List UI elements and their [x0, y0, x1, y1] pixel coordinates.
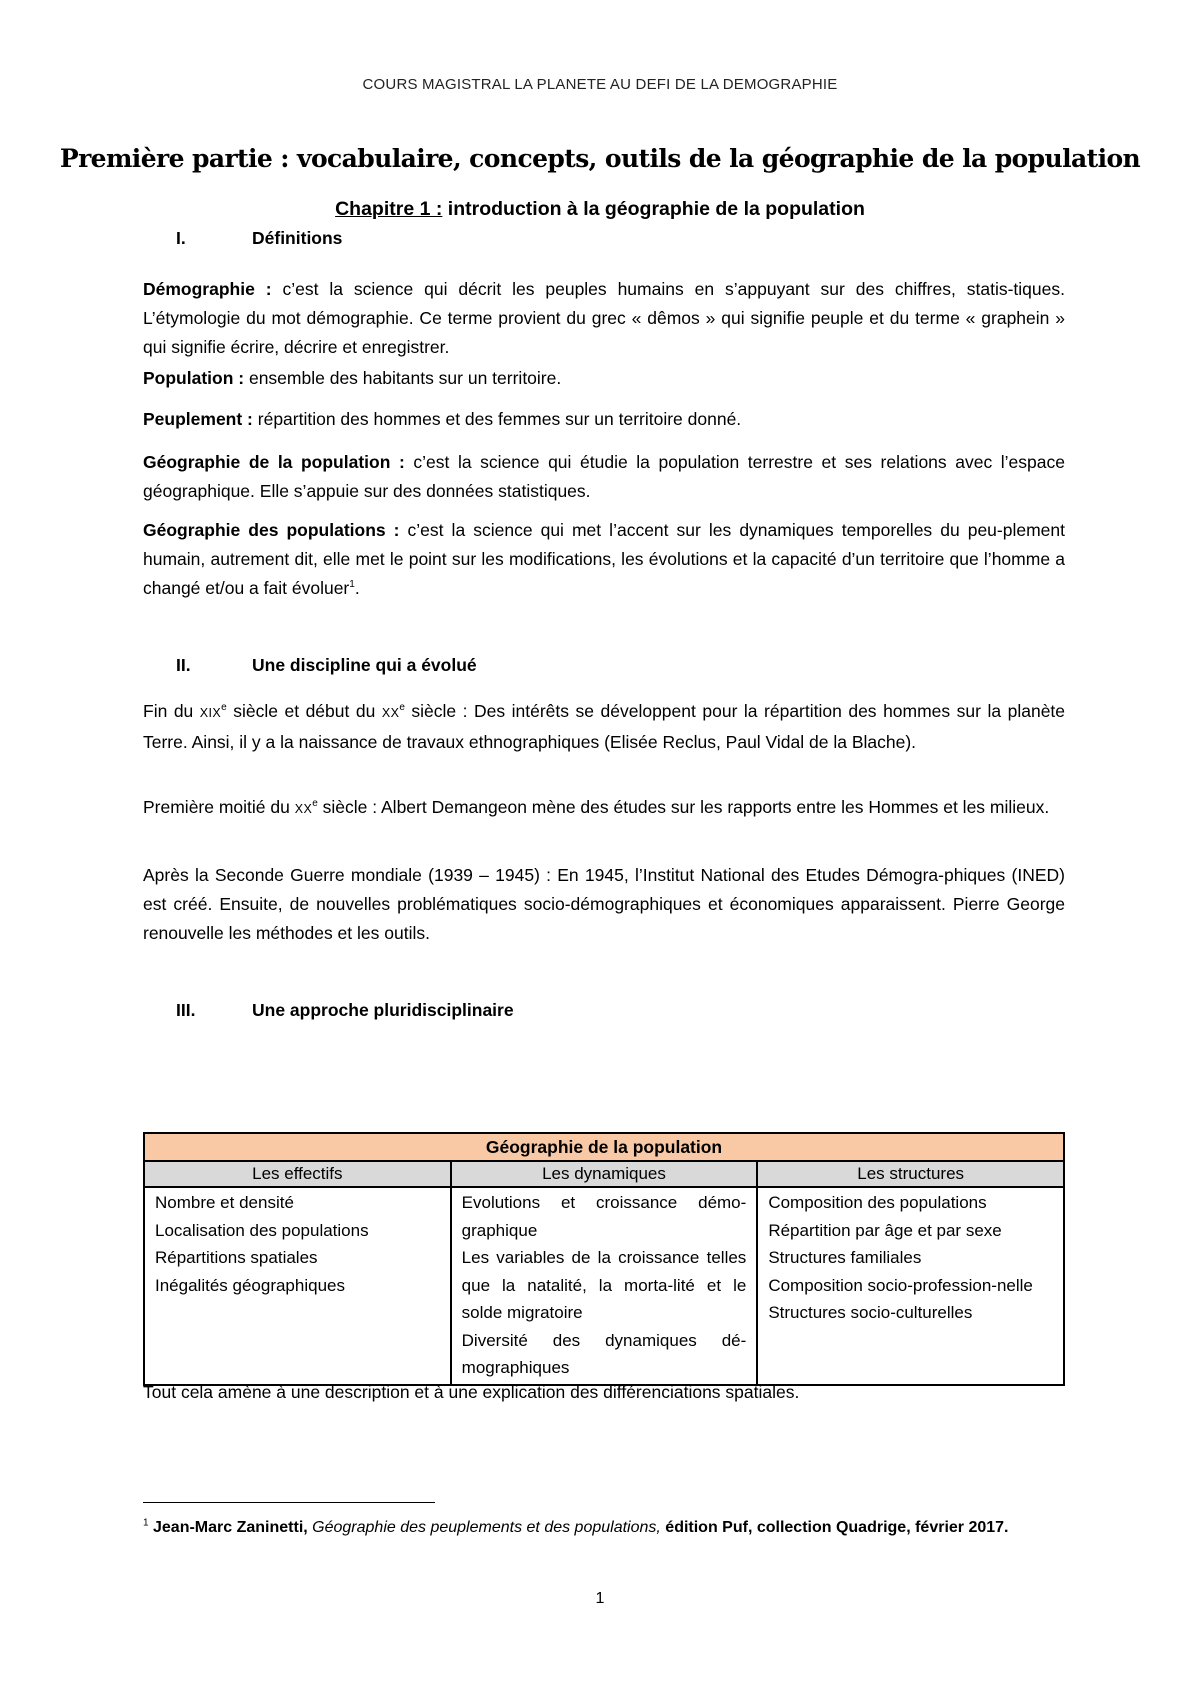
section-heading-definitions [176, 228, 342, 249]
table-item: Inégalités géographiques [155, 1275, 345, 1295]
table-item: Les variables de la croissance telles que la natalité, la morta-lité et le solde migratoire [461, 1248, 747, 1322]
text-run: Fin du [143, 701, 200, 721]
table-cell-dynamiques [451, 1187, 758, 1385]
definition-text: c’est la science qui décrit les peuples humains en s’appuyant sur des chiffres, statis-tiques. L’étymologie du mot démographie. Ce terme provient du grec « dêmos » qui signifie peuple et du terme « graphein » qui signifie écrire, décrire et enregistrer. [143, 279, 1065, 357]
text-run: siècle et début du [226, 701, 382, 721]
definition-term: Démographie : [143, 279, 272, 299]
definition-peuplement [143, 405, 1065, 434]
text-run: siècle : Des intérêts se développent pour la répartition des hommes sur la planète Terre. Ainsi, il y a la naissance de travaux ethnographiques (Elisée Reclus, Paul Vidal de la Blache). [143, 701, 1066, 752]
text-run: siècle : Albert Demangeon mène des études sur les rapports entre les Hommes et les milieux. [317, 797, 1050, 817]
paragraph-xx-century [143, 793, 1065, 824]
chapter-title: introduction à la géographie de la population [442, 198, 865, 220]
definition-text: c’est la science qui étudie la population terrestre et ses relations avec l’espace géographique. Elle s’appuie sur des données statistiques. [143, 452, 1065, 501]
footnote-divider [143, 1502, 435, 1503]
superscript: e [221, 702, 227, 714]
column-header: Les structures [757, 1161, 1064, 1187]
section-title: Définitions [252, 228, 343, 248]
definition-demographie [143, 275, 1065, 362]
table-item: Répartitions spatiales [155, 1248, 318, 1267]
table-conclusion: Tout cela amène à une description et à une explication des différenciations spatiales. [143, 1382, 800, 1402]
paragraph-xix-century [143, 697, 1065, 757]
definition-term: Géographie de la population : [143, 452, 405, 472]
definition-geographie-des-populations [143, 516, 1065, 603]
table-item: Nombre et densité [155, 1193, 294, 1212]
definition-term: Population : [143, 368, 245, 388]
definition-geographie-de-la-population [143, 448, 1065, 506]
definition-text: répartition des hommes et des femmes sur un territoire donné. [252, 409, 742, 429]
century-numeral: XX [294, 802, 313, 816]
table-item: Evolutions et croissance démo-graphique [461, 1193, 747, 1240]
section-number: II. [176, 655, 191, 675]
pluridisciplinary-table [143, 1132, 1065, 1386]
century-numeral: XX [381, 706, 400, 720]
footnote [143, 1514, 1065, 1541]
paragraph-post-war [143, 861, 1065, 948]
section-number: III. [176, 1000, 196, 1020]
paragraph-text: Après la Seconde Guerre mondiale (1939 – 1945) : En 1945, l’Institut National des Etudes Démogra-phiques (INED) est créé. Ensuite, de nouvelles problématiques socio-démographiques et économiques apparaissent. Pierre George renouvelle les méthodes et les outils. [143, 865, 1065, 943]
table-item: Répartition par âge et par sexe [768, 1220, 1002, 1240]
table-item: Diversité des dynamiques dé-mographiques [461, 1330, 747, 1377]
table-item: Composition socio-profession-nelle [768, 1275, 1033, 1295]
footnote-reference[interactable]: 1 [349, 579, 355, 591]
chapter-heading [0, 198, 1200, 221]
column-header: Les effectifs [144, 1161, 451, 1187]
definition-population [143, 364, 1065, 393]
table-item: Composition des populations [768, 1193, 987, 1212]
page-number: 1 [595, 1590, 605, 1607]
table-caption: Géographie de la population [144, 1133, 1064, 1161]
footnote-book-title: Géographie des peuplements et des populations, [312, 1519, 661, 1536]
superscript: e [312, 798, 318, 810]
section-heading-pluridisciplinaire [176, 1000, 514, 1021]
definition-text: ensemble des habitants sur un territoire. [244, 368, 562, 388]
definition-term: Peuplement : [143, 409, 253, 429]
running-header: COURS MAGISTRAL LA PLANETE AU DEFI DE LA DEMOGRAPHIE [362, 76, 838, 93]
table-cell-effectifs [144, 1187, 451, 1385]
chapter-label: Chapitre 1 : [335, 198, 443, 220]
section-heading-discipline [176, 655, 477, 676]
definition-text: c’est la science qui met l’accent sur les dynamiques temporelles du peu-plement humain, autrement dit, elle met le point sur les modifications, les évolutions et la capacité d’un territoire que l’homme a changé et/ou a fait évoluer [143, 520, 1065, 598]
century-numeral: XIX [199, 706, 222, 720]
section-title: Une approche pluridisciplinaire [252, 1000, 514, 1020]
page-title: Première partie : vocabulaire, concepts, outils de la géographie de la population [59, 144, 1141, 173]
table-item: Structures socio-culturelles [768, 1303, 973, 1322]
footnote-number: 1 [143, 1517, 149, 1529]
superscript: e [399, 702, 405, 714]
definition-tail: . [354, 578, 360, 598]
table-cell-structures [757, 1187, 1064, 1385]
table-item: Localisation des populations [155, 1220, 369, 1240]
section-number: I. [176, 228, 186, 248]
text-run: Première moitié du [143, 797, 295, 817]
column-header: Les dynamiques [451, 1161, 758, 1187]
footnote-publisher: édition Puf, collection Quadrige, février 2017. [660, 1519, 1009, 1536]
section-title: Une discipline qui a évolué [252, 655, 477, 675]
definition-term: Géographie des populations : [143, 520, 400, 540]
table-item: Structures familiales [768, 1248, 922, 1267]
footnote-author: Jean-Marc Zaninetti, [148, 1519, 313, 1536]
